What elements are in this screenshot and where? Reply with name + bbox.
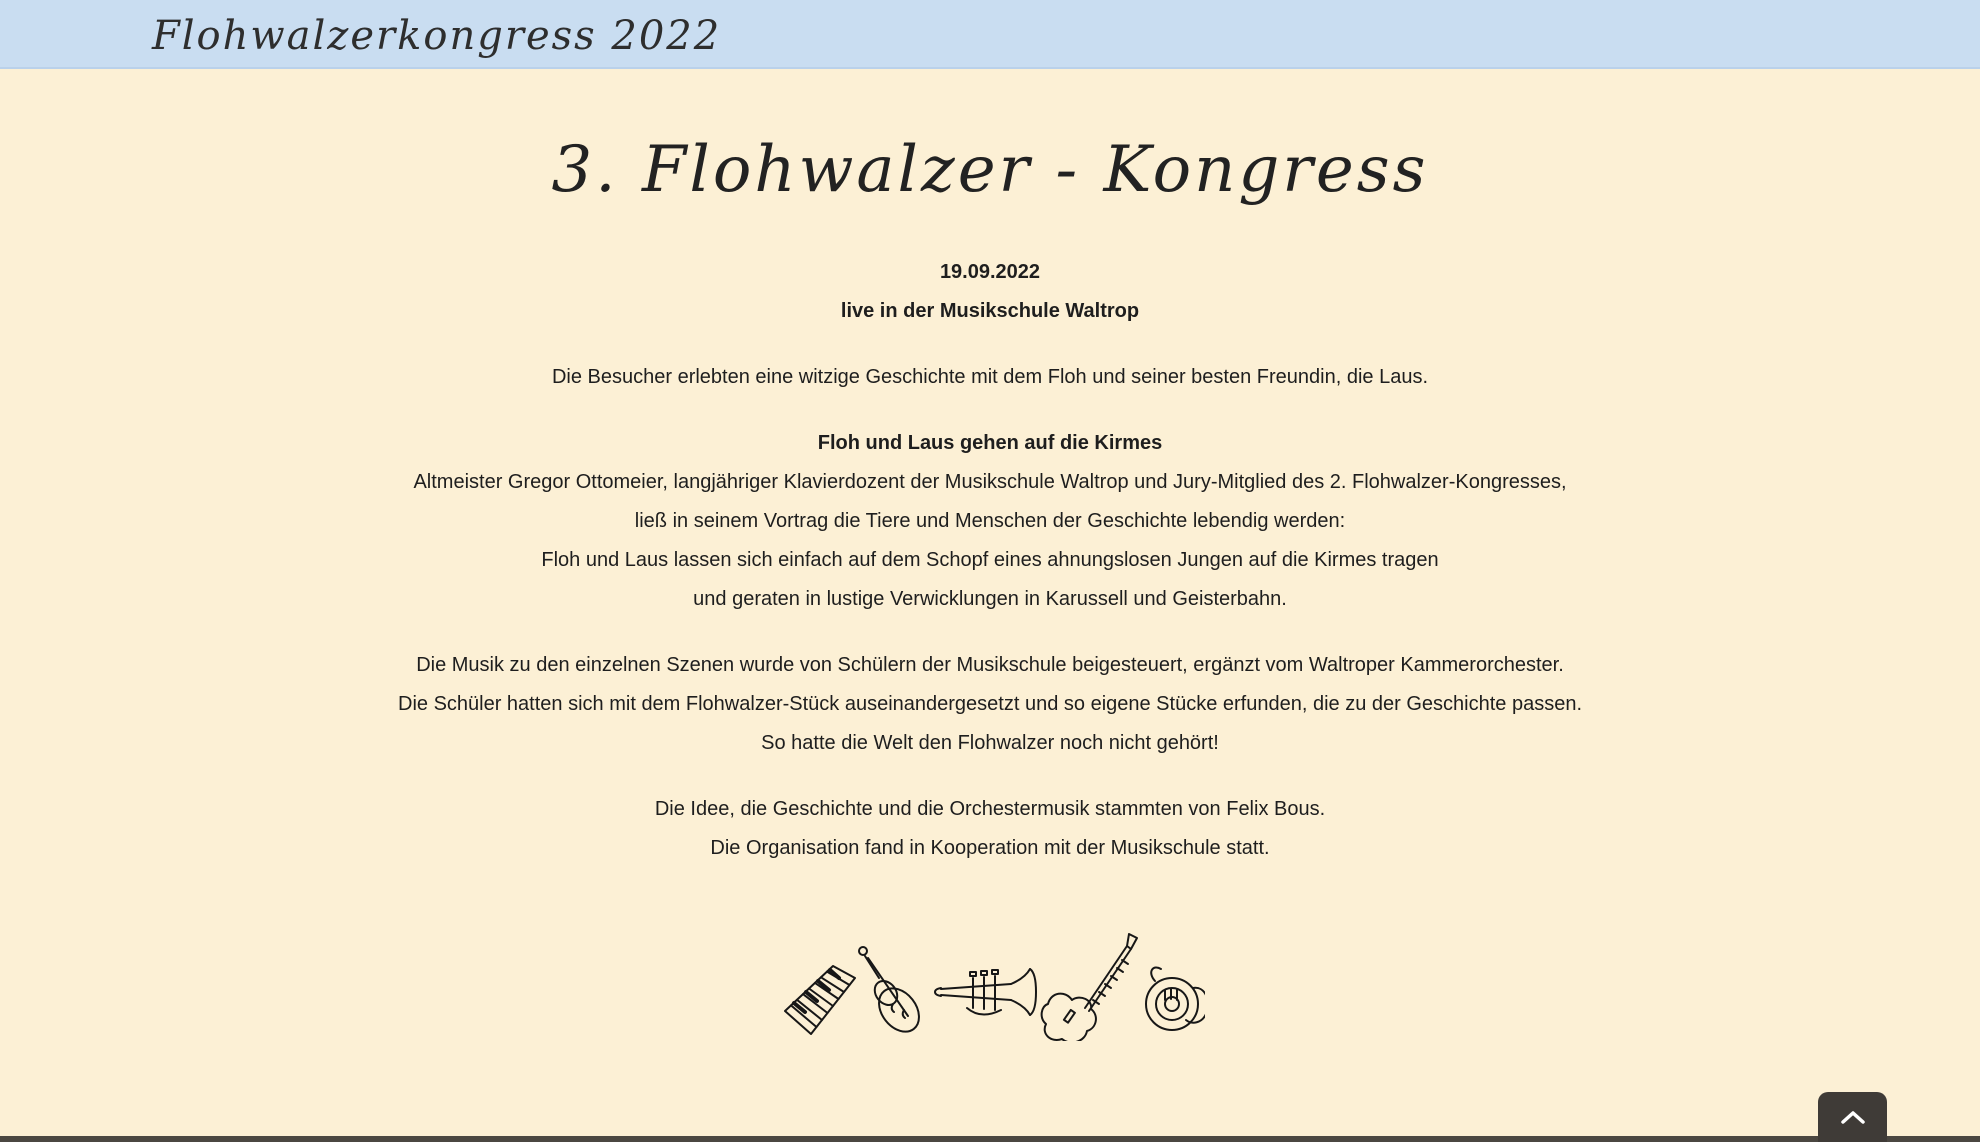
music-line: Die Schüler hatten sich mit dem Flohwalzer-Stück auseinandergesetzt und so eigene Stücke erfunden, die zu der Geschichte passen. [398,693,1582,716]
scroll-to-top-button[interactable] [1818,1092,1887,1142]
music-line: Die Musik zu den einzelnen Szenen wurde von Schülern der Musikschule beigesteuert, ergänzt vom Waltroper Kammerorchester. [416,654,1564,677]
event-meta [0,253,1980,331]
footer-top-edge [0,1136,1980,1142]
story-line: Floh und Laus lassen sich einfach auf dem Schopf eines ahnungslosen Jungen auf die Kirmes tragen [541,549,1439,572]
french-horn-icon [1146,968,1205,1031]
piano-icon [785,966,855,1034]
story-heading: Floh und Laus gehen auf die Kirmes [817,432,1163,455]
site-header [0,0,1980,69]
music-paragraph [0,646,1980,763]
violin-icon [859,947,927,1039]
credits-line: Die Organisation fand in Kooperation mit der Musikschule statt. [710,837,1270,860]
event-date: 19.09.2022 [939,261,1041,284]
story-line: und geraten in lustige Verwicklungen in Karussell und Geisterbahn. [693,588,1287,611]
story-paragraph [0,424,1980,619]
guitar-icon [1042,934,1137,1041]
site-title-link[interactable]: Flohwalzerkongress 2022 [152,12,722,59]
intro-text: Die Besucher erlebten eine witzige Geschichte mit dem Floh und seiner besten Freundin, die Laus. [551,366,1429,389]
article-content [0,127,1980,1041]
page-title: 3. Flohwalzer - Kongress [551,133,1429,207]
credits-line: Die Idee, die Geschichte und die Orchestermusik stammten von Felix Bous. [654,798,1326,821]
story-line: Altmeister Gregor Ottomeier, langjähriger Klavierdozent der Musikschule Waltrop und Jury-Mitglied des 2. Flohwalzer-Kongresses, [413,471,1567,494]
story-line: ließ in seinem Vortrag die Tiere und Menschen der Geschichte lebendig werden: [634,510,1346,533]
intro-paragraph [0,358,1980,397]
instruments-illustration [0,916,1980,1041]
chevron-up-icon [1840,1110,1866,1125]
event-location: live in der Musikschule Waltrop [840,300,1140,323]
trumpet-icon [935,969,1036,1015]
music-line: So hatte die Welt den Flohwalzer noch nicht gehört! [761,732,1219,755]
credits-paragraph [0,790,1980,868]
